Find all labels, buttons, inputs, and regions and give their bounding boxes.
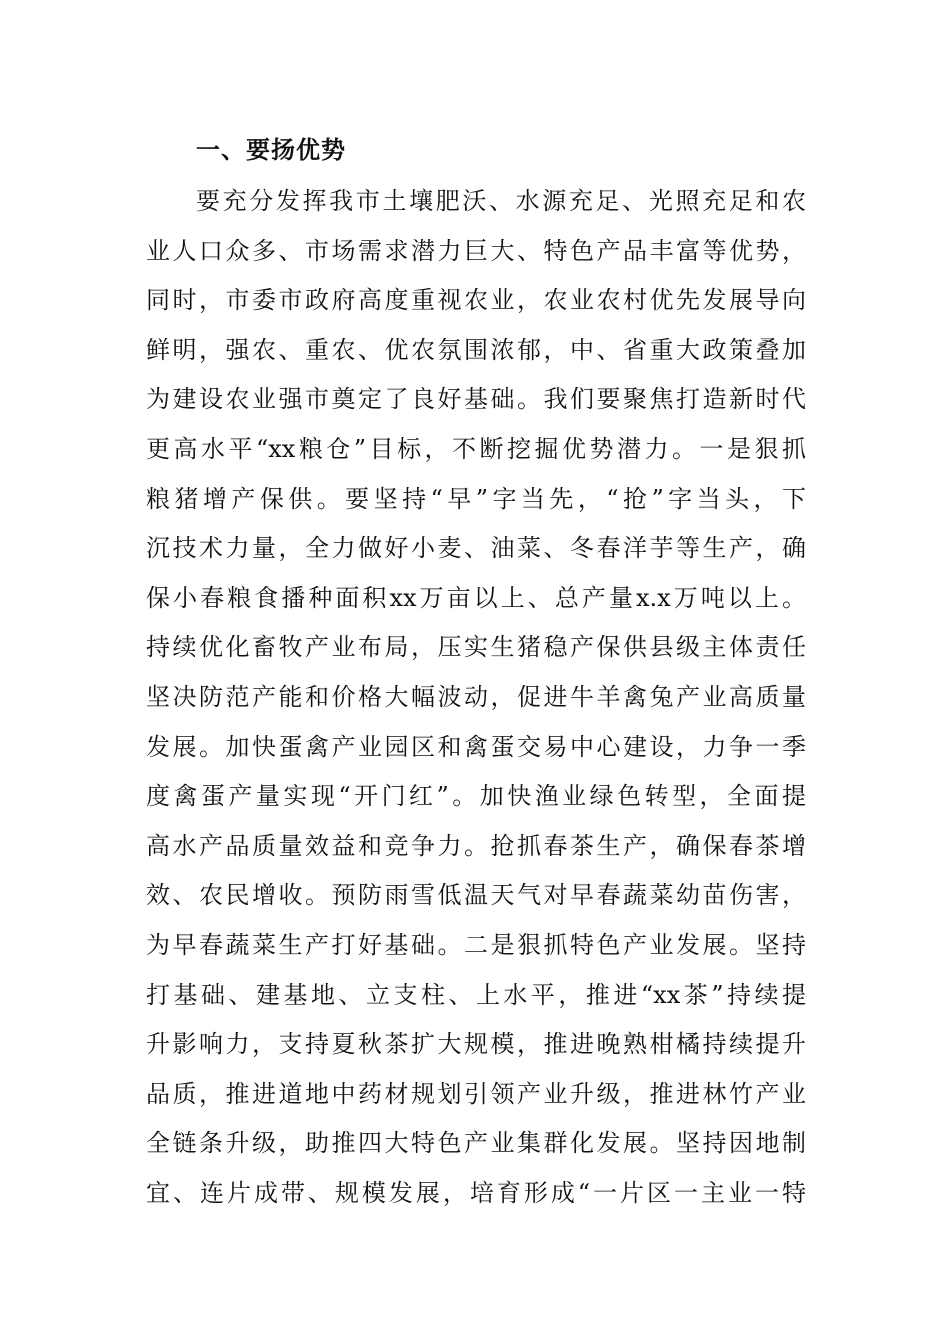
text-line: 持续优化畜牧产业布局，压实生猪稳产保供县级主体责任 bbox=[146, 633, 806, 662]
section-heading: 一、要扬优势 bbox=[196, 136, 346, 164]
text-line: 度禽蛋产量实现“开门红”。加快渔业绿色转型，全面提 bbox=[146, 782, 806, 811]
text-line: 为早春蔬菜生产打好基础。二是狠抓特色产业发展。坚持 bbox=[146, 930, 806, 959]
text-line: 宜、连片成带、规模发展，培育形成“一片区一主业一特 bbox=[146, 1178, 806, 1207]
text-line: 沉技术力量，全力做好小麦、油菜、冬春洋芋等生产，确 bbox=[146, 534, 806, 563]
text-line: 粮猪增产保供。要坚持“早”字当先，“抢”字当头，下 bbox=[146, 484, 806, 513]
text-line: 全链条升级，助推四大特色产业集群化发展。坚持因地制 bbox=[146, 1129, 806, 1158]
body-text bbox=[146, 177, 806, 1218]
text-line: 更高水平“xx粮仓”目标，不断挖掘优势潜力。一是狠抓 bbox=[146, 434, 806, 463]
text-line: 业人口众多、市场需求潜力巨大、特色产品丰富等优势， bbox=[146, 236, 806, 265]
text-line: 要充分发挥我市土壤肥沃、水源充足、光照充足和农 bbox=[196, 187, 806, 215]
text-line: 同时，市委市政府高度重视农业，农业农村优先发展导向 bbox=[146, 286, 806, 315]
text-line: 升影响力，支持夏秋茶扩大规模，推进晚熟柑橘持续提升 bbox=[146, 1030, 806, 1059]
text-line: 品质，推进道地中药材规划引领产业升级，推进林竹产业 bbox=[146, 1079, 806, 1108]
text-line: 发展。加快蛋禽产业园区和禽蛋交易中心建设，力争一季 bbox=[146, 732, 806, 761]
text-line: 打基础、建基地、立支柱、上水平，推进“xx茶”持续提 bbox=[146, 980, 806, 1009]
text-line: 效、农民增收。预防雨雪低温天气对早春蔬菜幼苗伤害， bbox=[146, 881, 806, 910]
text-line: 坚决防范产能和价格大幅波动，促进牛羊禽兔产业高质量 bbox=[146, 682, 806, 711]
text-line: 为建设农业强市奠定了良好基础。我们要聚焦打造新时代 bbox=[146, 385, 806, 414]
text-line: 高水产品质量效益和竞争力。抢抓春茶生产，确保春茶增 bbox=[146, 831, 806, 860]
text-line: 鲜明，强农、重农、优农氛围浓郁，中、省重大政策叠加 bbox=[146, 335, 806, 364]
text-line: 保小春粮食播种面积xx万亩以上、总产量x.x万吨以上。 bbox=[146, 583, 806, 612]
